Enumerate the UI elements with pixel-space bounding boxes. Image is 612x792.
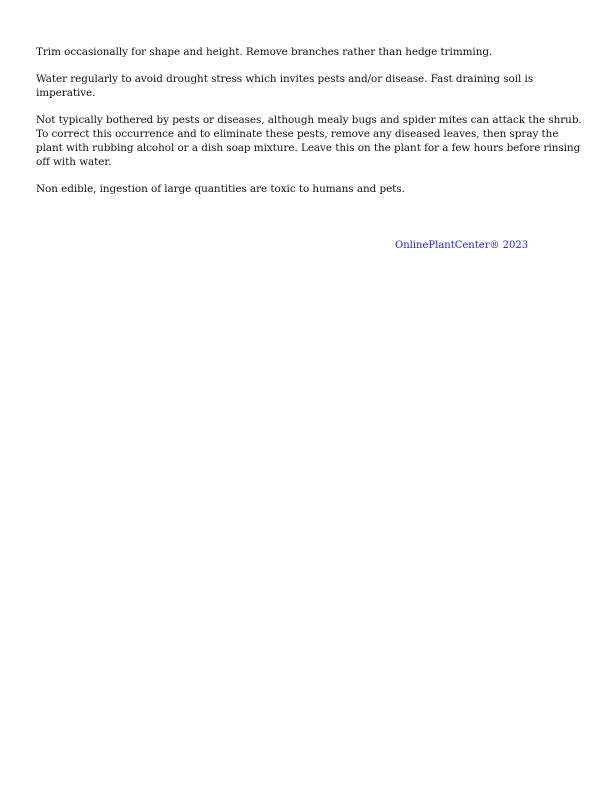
paragraph-trimming: Trim occasionally for shape and height. Remove branches rather than hedge trimming. — [36, 46, 493, 58]
document-body — [36, 45, 584, 209]
copyright-footer: OnlinePlantCenter® 2023 — [395, 240, 529, 251]
paragraph-toxicity: Non edible, ingestion of large quantities are toxic to humans and pets. — [36, 183, 405, 195]
paragraph-pests: Not typically bothered by pests or diseases, although mealy bugs and spider mites can attack the shrub. To correct this occurrence and to eliminate these pests, remove any diseased leaves, then spray the plant with rubbing alcohol or a dish soap mixture. Leave this on the plant for a few hours before rinsing off with water. — [36, 114, 582, 168]
paragraph-watering: Water regularly to avoid drought stress which invites pests and/or disease. Fast draining soil is imperative. — [36, 73, 534, 99]
